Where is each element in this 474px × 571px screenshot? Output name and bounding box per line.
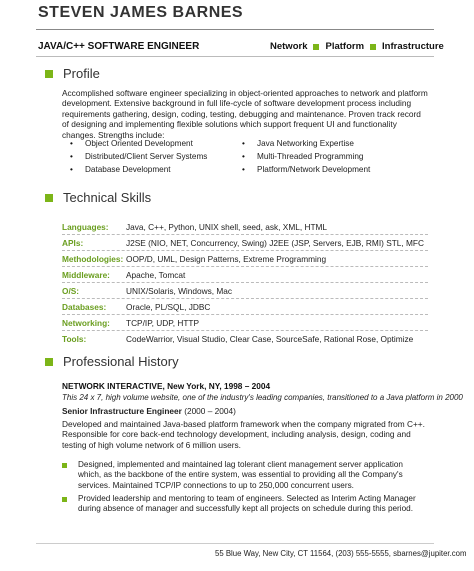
skill-value: CodeWarrior, Visual Studio, Clear Case, SourceSafe, Rational Rose, Optimize [126, 334, 414, 344]
square-bullet-icon [62, 497, 67, 502]
role-title: Senior Infrastructure Engineer [62, 406, 182, 416]
footer-divider [36, 543, 434, 544]
skill-value: Apache, Tomcat [126, 270, 186, 280]
header-divider-lower [36, 56, 434, 57]
skills-heading [43, 190, 151, 205]
job-title: JAVA/C++ SOFTWARE ENGINEER [38, 41, 200, 52]
footer-contact: 55 Blue Way, New City, CT 11564, (203) 555-5555, sbarnes@jupiter.com [215, 549, 467, 558]
row-divider [62, 330, 428, 331]
company-description: This 24 x 7, high volume website, one of the industry's leading companies, transitioned to a Java platform in 2000 [62, 393, 463, 402]
skill-value: UNIX/Solaris, Windows, Mac [126, 286, 233, 296]
resume-name: STEVEN JAMES BARNES [38, 4, 244, 21]
skill-label: Methodologies: [62, 254, 124, 264]
list-item: • Database Development [70, 163, 207, 176]
skill-value: J2SE (NIO, NET, Concurrency, Swing) J2EE (JSP, Servers, EJB, RMI) STL, MFC [126, 238, 424, 248]
tag-network: Network [270, 41, 308, 52]
skill-label: APIs: [62, 238, 84, 248]
role-description: Developed and maintained Java-based platform framework when the company migrated from C++. Responsible for core back-end technology development, including analysis, design, coding and testing of high volume network of 6 million users. [62, 419, 425, 450]
profile-heading [43, 66, 100, 81]
skill-value: Oracle, PL/SQL, JDBC [126, 302, 211, 312]
achievement-item [62, 494, 422, 515]
square-bullet-icon [370, 44, 376, 50]
skill-label: Middleware: [62, 270, 110, 280]
row-divider [62, 250, 428, 251]
skill-label: Databases: [62, 302, 107, 312]
role-dates: (2000 – 2004) [184, 406, 236, 416]
skills-heading-text: Technical Skills [63, 190, 152, 205]
specialty-tags [270, 41, 444, 52]
history-heading-text: Professional History [63, 354, 179, 369]
strengths-right-list [242, 137, 370, 176]
square-bullet-icon [45, 70, 53, 78]
skill-label: Networking: [62, 318, 110, 328]
history-heading [43, 354, 179, 369]
row-divider [62, 282, 428, 283]
header-divider [36, 29, 434, 30]
list-item: • Object Oriented Development [70, 137, 207, 150]
square-bullet-icon [45, 194, 53, 202]
square-bullet-icon [62, 463, 67, 468]
achievement-text: Designed, implemented and maintained lag tolerant client management server application which, as the backbone of the entire system, was essential to providing all the Company's services. Maintained TCP/IP connections to up to 250,000 concurrent users. [78, 460, 403, 490]
skill-value: TCP/IP, UDP, HTTP [126, 318, 199, 328]
square-bullet-icon [313, 44, 319, 50]
company-line: NETWORK INTERACTIVE, New York, NY, 1998 – 2004 [62, 381, 271, 391]
profile-summary: Accomplished software engineer specializing in object-oriented approaches to network and platform development. Extensive background in full life-cycle of software development process including requirements gathering, design, coding, testing, debugging and maintenance. Proven track record of designing and implementing flexible solutions which support frequent UI and functionality changes. Strengths include: [62, 88, 428, 140]
skill-value: OOP/D, UML, Design Patterns, Extreme Programming [126, 254, 327, 264]
row-divider [62, 314, 428, 315]
skill-value: Java, C++, Python, UNIX shell, seed, ask, XML, HTML [126, 222, 328, 232]
role-line [62, 406, 236, 416]
square-bullet-icon [45, 358, 53, 366]
skill-label: Tools: [62, 334, 87, 344]
list-item: • Multi-Threaded Programming [242, 150, 370, 163]
strengths-left-list [70, 137, 207, 176]
tag-infrastructure: Infrastructure [382, 41, 444, 52]
profile-heading-text: Profile [63, 66, 100, 81]
skill-label: Languages: [62, 222, 109, 232]
list-item: • Platform/Network Development [242, 163, 370, 176]
list-item: • Java Networking Expertise [242, 137, 370, 150]
achievement-item [62, 460, 422, 491]
list-item: • Distributed/Client Server Systems [70, 150, 207, 163]
achievement-text: Provided leadership and mentoring to team of engineers. Selected as Interim Acting Manager during absence of manager and successfully kept all projects on schedule during this period. [78, 494, 416, 514]
row-divider [62, 266, 428, 267]
skill-label: O/S: [62, 286, 80, 296]
row-divider [62, 298, 428, 299]
row-divider [62, 234, 428, 235]
tag-platform: Platform [325, 41, 365, 52]
